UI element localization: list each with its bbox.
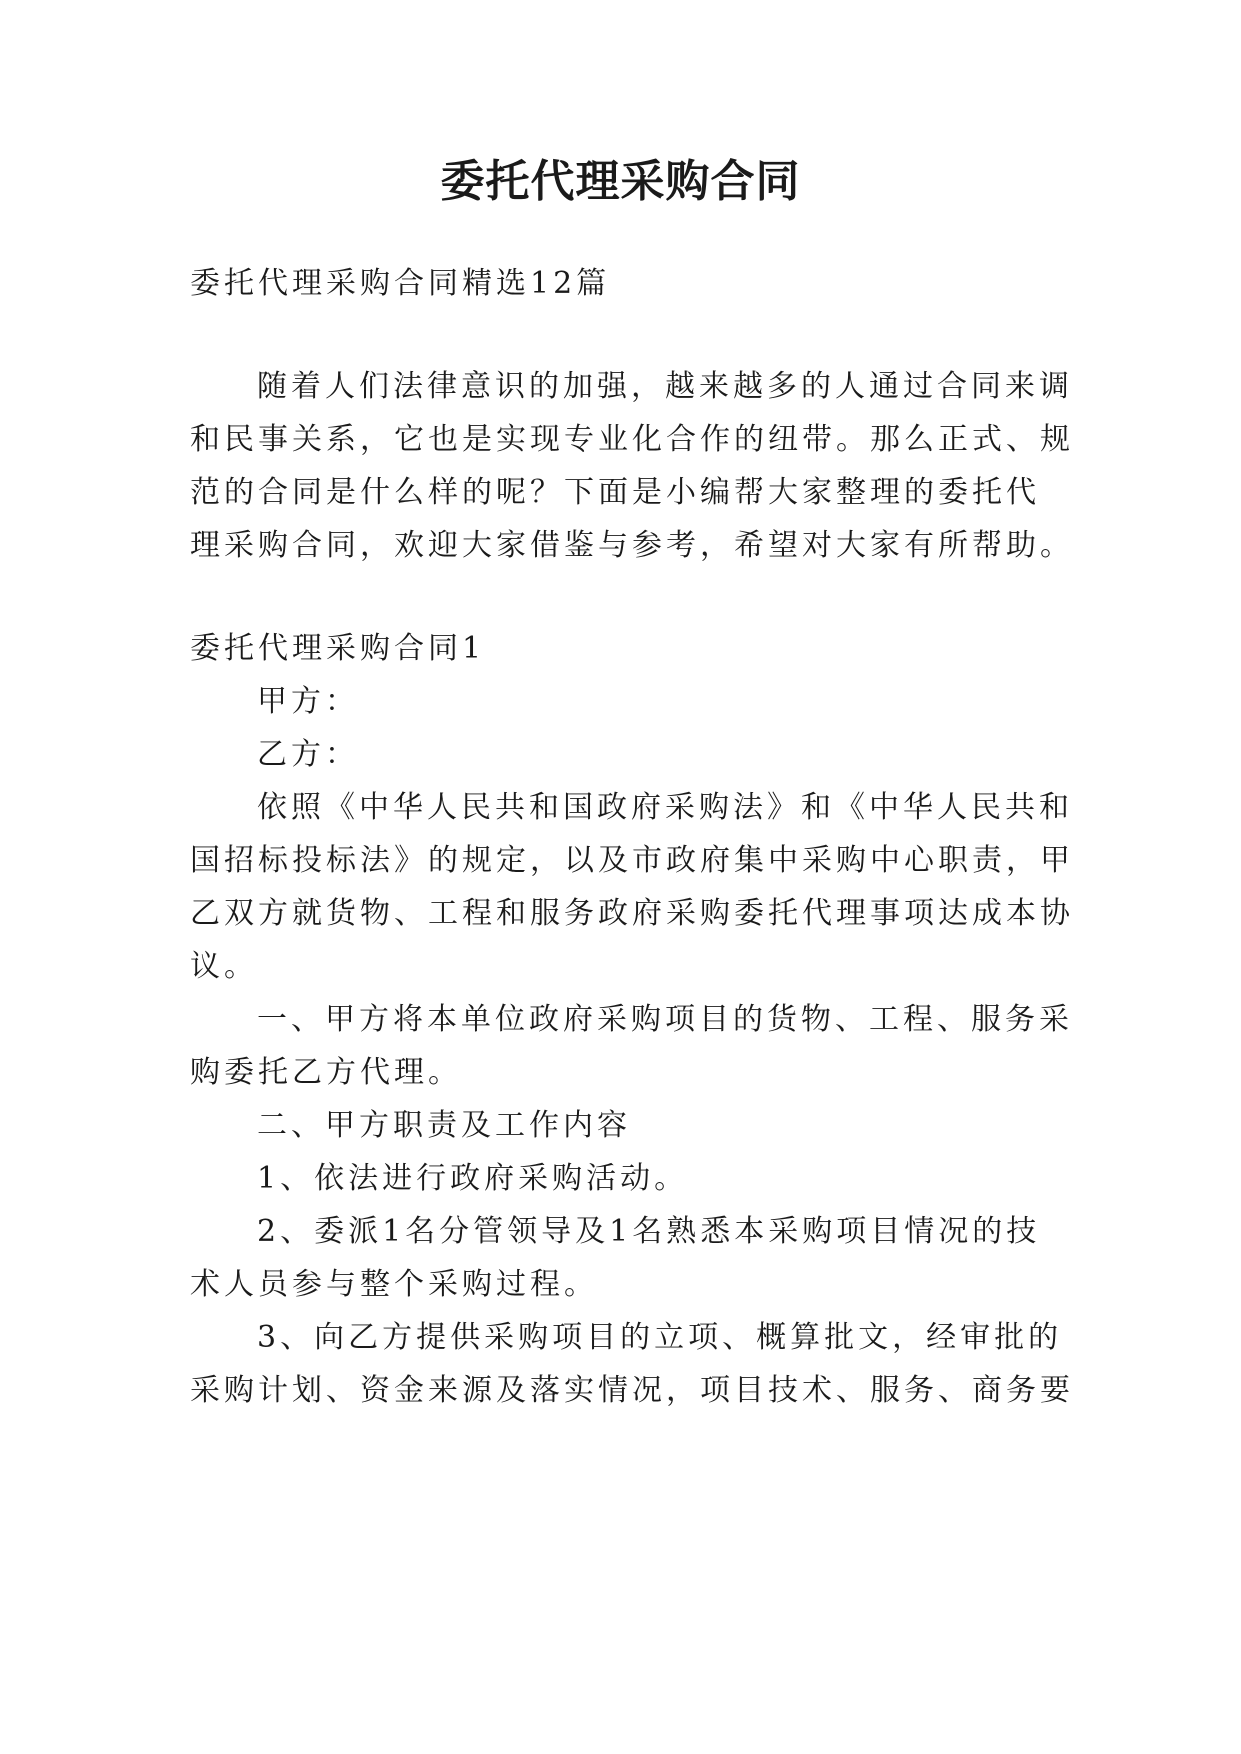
- intro-line: 范的合同是什么样的呢？下面是小编帮大家整理的委托代: [190, 475, 1040, 510]
- item2-line: 术人员参与整个采购过程。: [190, 1267, 598, 1302]
- basis-line: 乙双方就货物、工程和服务政府采购委托代理事项达成本协: [190, 896, 1074, 931]
- clause1-line: 购委托乙方代理。: [190, 1055, 462, 1090]
- section-heading: 委托代理采购合同1: [190, 631, 486, 666]
- party-b-label: 乙方：: [257, 737, 359, 772]
- intro-line: 随着人们法律意识的加强，越来越多的人通过合同来调: [257, 369, 1073, 404]
- clause2-heading: 二、甲方职责及工作内容: [257, 1108, 631, 1143]
- party-a-label: 甲方：: [257, 684, 359, 719]
- basis-line: 依照《中华人民共和国政府采购法》和《中华人民共和: [257, 790, 1073, 825]
- item2-line: 2、委派1名分管领导及1名熟悉本采购项目情况的技: [257, 1214, 1041, 1249]
- basis-line: 国招标投标法》的规定，以及市政府集中采购中心职责，甲: [190, 843, 1074, 878]
- clause1-line: 一、甲方将本单位政府采购项目的货物、工程、服务采: [257, 1002, 1073, 1037]
- intro-line: 和民事关系，它也是实现专业化合作的纽带。那么正式、规: [190, 422, 1074, 457]
- document-title: 委托代理采购合同: [440, 156, 801, 207]
- item1-line: 1、依法进行政府采购活动。: [257, 1161, 689, 1196]
- item3-line: 3、向乙方提供采购项目的立项、概算批文，经审批的: [257, 1320, 1063, 1355]
- basis-line: 议。: [190, 949, 258, 984]
- intro-line: 理采购合同，欢迎大家借鉴与参考，希望对大家有所帮助。: [190, 528, 1074, 563]
- document-subtitle: 委托代理采购合同精选12篇: [190, 266, 611, 301]
- item3-line: 采购计划、资金来源及落实情况，项目技术、服务、商务要: [190, 1373, 1074, 1408]
